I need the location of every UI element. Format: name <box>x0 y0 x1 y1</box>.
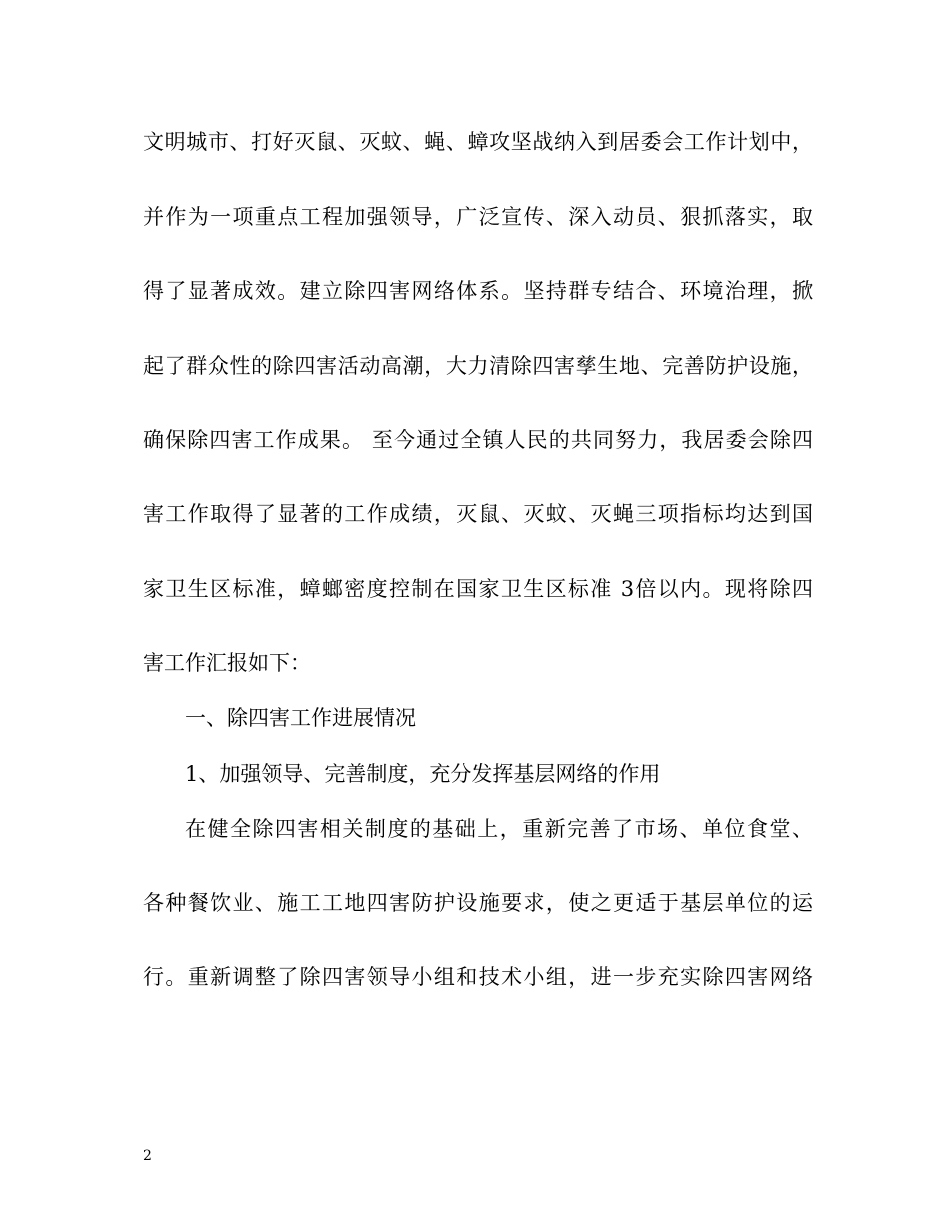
subsection-heading: 1、加强领导、完善制度，充分发挥基层网络的作用 <box>185 762 661 786</box>
body-text-line: 起了群众性的除四害活动高潮，大力清除四害孳生地、完善防护设施， <box>143 354 813 378</box>
body-text-line: 在健全除四害相关制度的基础上，重新完善了市场、单位食堂、 <box>185 817 813 841</box>
body-text-line: 文明城市、打好灭鼠、灭蚊、蝇、蟑攻坚战纳入到居委会工作计划中， <box>143 130 813 154</box>
body-text-line: 害工作汇报如下： <box>143 651 311 675</box>
page-number: 2 <box>143 1148 152 1164</box>
body-text-line: 害工作取得了显著的工作成绩，灭鼠、灭蚊、灭蝇三项指标均达到国 <box>143 502 813 526</box>
body-text-line: 行。重新调整了除四害领导小组和技术小组，进一步充实除四害网络 <box>143 965 813 989</box>
body-text-line: 得了显著成效。建立除四害网络体系。坚持群专结合、环境治理，掀 <box>143 279 813 303</box>
body-text-line: 家卫生区标准，蟑螂密度控制在国家卫生区标准 3倍以内。现将除四 <box>143 577 813 601</box>
body-text-line: 确保除四害工作成果。 至今通过全镇人民的共同努力，我居委会除四 <box>143 428 813 452</box>
body-text-line: 各种餐饮业、施工工地四害防护设施要求，使之更适于基层单位的运 <box>143 891 813 915</box>
section-heading: 一、除四害工作进展情况 <box>185 706 416 730</box>
body-text-line: 并作为一项重点工程加强领导，广泛宣传、深入动员、狠抓落实，取 <box>143 205 813 229</box>
